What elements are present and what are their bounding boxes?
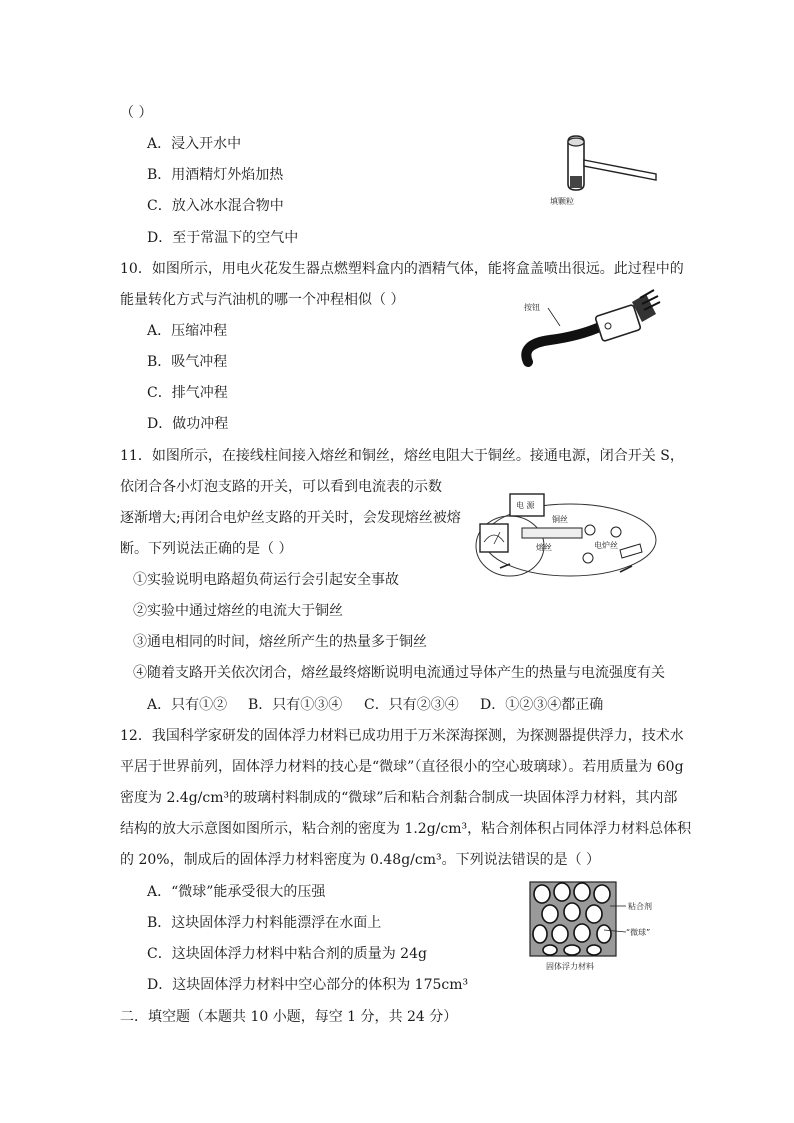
- q11-option-b: B．只有①③④: [248, 697, 343, 713]
- q10-option-b: B．吸气冲程: [147, 354, 228, 370]
- q12-figure-label-binder: 粘合剂: [628, 902, 652, 911]
- q11-figure-label-copper: 铜丝: [552, 515, 568, 524]
- q10-stem-line2: 能量转化方式与汽油机的哪一个冲程相似（ ）: [120, 292, 405, 308]
- q12-stem-line1: 12．我国科学家研发的固体浮力材料已成功用于万米深海探测，为探测器提供浮力，技术水: [120, 728, 684, 744]
- q12-figure-caption: 固体浮力材料: [546, 962, 594, 971]
- q11-stem-line4: 断。下列说法正确的是（ ）: [120, 541, 293, 557]
- q10-option-c: C．排气冲程: [147, 385, 228, 401]
- q12-option-d: D．这块固体浮力材料中空心部分的体积为 175cm³: [147, 977, 469, 993]
- q9-stem-tail: （ ）: [120, 105, 153, 121]
- q9-option-a: A．浸入开水中: [147, 136, 242, 152]
- q11-stem-line2: 依闭合各小灯泡支路的开关，可以看到电流表的示数: [120, 479, 442, 495]
- q12-stem-line3: 密度为 2.4g/cm³的玻璃村料制成的“微球”后和粘合剂黏合制成一块固体浮力材料，其内部: [120, 790, 678, 806]
- q12-figure-label-sphere: “微球”: [626, 928, 651, 937]
- q9-option-d: D．至于常温下的空气中: [147, 230, 299, 246]
- q10-stem-line1: 10．如图所示，用电火花发生器点燃塑料盒内的酒精气体，能将盒盖喷出很远。此过程中的: [120, 261, 684, 277]
- q12-option-a: A．“微球”能承受很大的压强: [147, 884, 326, 900]
- q11-figure-label-source: 电 源: [516, 501, 535, 510]
- q11-figure-label-heater: 电炉丝: [594, 541, 618, 550]
- q11-stem-line1: 11．如图所示，在接线柱间接入熔丝和铜丝，熔丝电阻大于铜丝。接通电源，闭合开关 S，: [120, 448, 684, 464]
- q10-figure-label: 按钮: [524, 303, 540, 312]
- q9-option-c: C．放入冰水混合物中: [147, 198, 284, 214]
- q11-figure-circuit: [470, 488, 660, 583]
- q12-option-b: B．这块固体浮力村料能漂浮在水面上: [147, 915, 382, 931]
- q12-option-c: C．这块固体浮力材料中粘合剂的质量为 24g: [147, 946, 427, 962]
- q9-figure-tube: [548, 132, 668, 212]
- q10-option-a: A．压缩冲程: [147, 323, 228, 339]
- q11-statement-3: ③通电相同的时间，熔丝所产生的热量多于铜丝: [133, 634, 427, 650]
- q10-figure-igniter: [520, 284, 670, 374]
- q11-option-d: D．①②③④都正确: [480, 697, 604, 713]
- q9-figure-label: 填颗粒: [550, 197, 574, 206]
- q11-statement-2: ②实验中通过熔丝的电流大于铜丝: [133, 603, 343, 619]
- q11-option-c: C．只有②③④: [364, 697, 459, 713]
- q11-stem-line3: 逐渐增大;再闭合电炉丝支路的开关时，会发现熔丝被熔: [120, 510, 461, 526]
- q11-figure-label-fuse: 熔丝: [536, 543, 552, 552]
- section-2-heading: 二．填空题（本题共 10 小题，每空 1 分，共 24 分）: [120, 1009, 458, 1025]
- q11-statement-1: ①实验说明电路超负荷运行会引起安全事故: [133, 572, 399, 588]
- q12-stem-line4: 结构的放大示意图如图所示，粘合剂的密度为 1.2g/cm³，粘合剂体积占同体浮力材料总体积: [120, 821, 692, 837]
- q10-option-d: D．做功冲程: [147, 416, 229, 432]
- q11-statement-4: ④随着支路开关依次闭合，熔丝最终熔断说明电流通过导体产生的热量与电流强度有关: [133, 665, 665, 681]
- q12-stem-line5: 的 20%，制成后的固体浮力材料密度为 0.48g/cm³。下列说法错误的是（ ）: [120, 852, 601, 868]
- q12-stem-line2: 平居于世界前列，固体浮力材料的技心是“微球”（直径很小的空心玻璃球）。若用质量为 60g: [120, 759, 684, 775]
- q11-option-a: A．只有①②: [147, 697, 228, 713]
- q12-figure-buoyancy-material: [526, 878, 676, 973]
- q9-option-b: B．用酒精灯外焰加热: [147, 167, 284, 183]
